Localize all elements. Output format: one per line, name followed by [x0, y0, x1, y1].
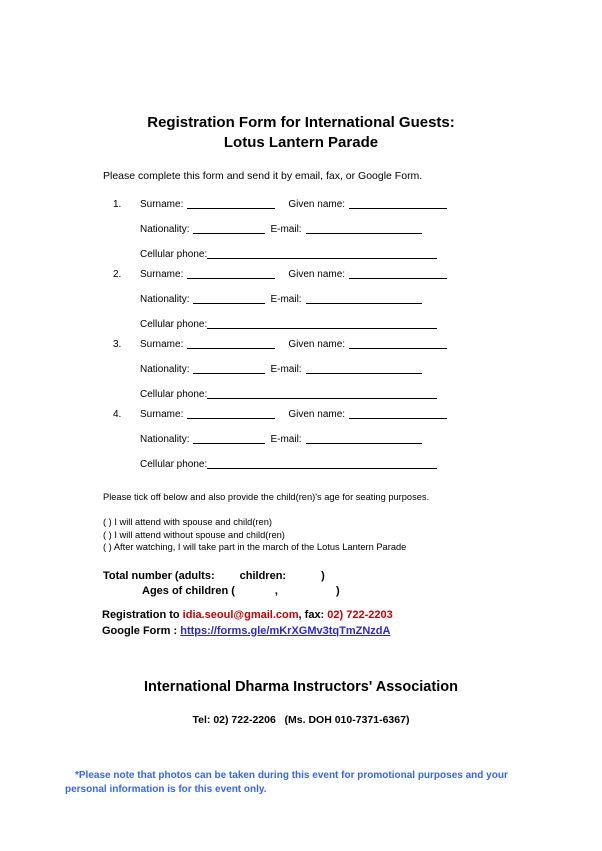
guest-entry-2 [113, 266, 447, 330]
ages-of-children-label: Ages of children ( [142, 584, 235, 597]
cellular-phone-label: Cellular phone: [140, 459, 208, 470]
form-title-line-2: Lotus Lantern Parade [223, 134, 379, 151]
guest-entry-1 [113, 196, 447, 260]
ages-comma: , [274, 584, 278, 597]
phone-row [113, 456, 447, 471]
checklist-section [103, 491, 429, 554]
footnote-text: *Please note that photos can be taken during this event for promotional purposes and your personal information is for this event only. [65, 770, 508, 795]
form-title-line-1: Registration Form for International Guests: [147, 114, 455, 131]
checklist-option-attend-without: ( ) I will attend without spouse and child(ren) [103, 529, 285, 540]
registration-section [102, 608, 393, 639]
phone-row [113, 386, 447, 401]
totals-line-1 [103, 569, 340, 584]
phone-row [113, 246, 447, 261]
email-label: E-mail: [270, 224, 302, 235]
nationality-row [113, 291, 447, 306]
surname-field-line [187, 266, 275, 279]
given-name-label: Given name: [288, 199, 346, 210]
entry-number: 4. [113, 409, 122, 420]
cellular-phone-label: Cellular phone: [140, 319, 208, 330]
name-row [113, 266, 447, 281]
google-form-line [102, 624, 393, 640]
organization-name: International Dharma Instructors' Association [144, 679, 458, 695]
surname-field-line [187, 336, 275, 349]
given-name-field-line [349, 266, 447, 279]
given-name-label: Given name: [288, 269, 346, 280]
cellular-phone-field-line [207, 456, 437, 469]
surname-label: Surname: [140, 409, 184, 420]
email-label: E-mail: [270, 364, 302, 375]
nationality-field-line [193, 431, 265, 444]
guest-entries [113, 196, 447, 476]
checklist-option-march: ( ) After watching, I will take part in the march of the Lotus Lantern Parade [103, 542, 407, 552]
nationality-label: Nationality: [140, 294, 190, 305]
nationality-label: Nationality: [140, 434, 190, 445]
email-label: E-mail: [270, 434, 302, 445]
google-form-label: Google Form : [102, 624, 181, 637]
nationality-label: Nationality: [140, 364, 190, 375]
contact-phone-line: Tel: 02) 722-2206 (Ms. DOH 010-7371-6367) [192, 714, 410, 726]
surname-label: Surname: [140, 269, 184, 280]
email-field-line [306, 431, 422, 444]
totals-line-2 [103, 584, 340, 599]
children-label: children: [239, 570, 287, 582]
registration-line [102, 608, 393, 624]
surname-field-line [187, 196, 275, 209]
nationality-field-line [193, 361, 265, 374]
entry-number: 3. [113, 339, 122, 350]
checklist-option-attend-with: ( ) I will attend with spouse and child(ren) [103, 517, 272, 527]
nationality-label: Nationality: [140, 224, 190, 235]
nationality-row [113, 431, 447, 446]
nationality-field-line [193, 291, 265, 304]
email-field-line [306, 221, 422, 234]
phone-row [113, 316, 447, 331]
surname-field-line [187, 406, 275, 419]
nationality-row [113, 221, 447, 236]
ages-close-paren: ) [335, 584, 340, 597]
registration-prefix: Registration to [102, 609, 183, 621]
cellular-phone-field-line [207, 316, 437, 329]
given-name-field-line [349, 406, 447, 419]
entry-number: 2. [113, 269, 122, 280]
fax-number: 02) 722-2203 [327, 609, 393, 621]
entry-number: 1. [113, 199, 122, 210]
cellular-phone-field-line [207, 246, 437, 259]
given-name-field-line [349, 336, 447, 349]
nationality-field-line [193, 221, 265, 234]
total-number-adults-label: Total number (adults: [103, 570, 215, 582]
totals-section [103, 569, 340, 598]
email-label: E-mail: [270, 294, 302, 305]
form-title [0, 113, 602, 153]
surname-label: Surname: [140, 199, 184, 210]
totals-close-paren: ) [321, 570, 325, 582]
email-field-line [306, 291, 422, 304]
google-form-link[interactable]: https://forms.gle/mKrXGMv3tqTmZNzdA [180, 624, 391, 637]
email-field-line [306, 361, 422, 374]
registration-email: idia.seoul@gmail.com [182, 609, 299, 621]
checklist-instruction: Please tick off below and also provide the child(ren)'s age for seating purposes. [103, 492, 430, 502]
cellular-phone-label: Cellular phone: [140, 389, 208, 400]
given-name-label: Given name: [288, 409, 346, 420]
cellular-phone-field-line [207, 386, 437, 399]
cellular-phone-label: Cellular phone: [140, 249, 208, 260]
surname-label: Surname: [140, 339, 184, 350]
given-name-label: Given name: [288, 339, 346, 350]
guest-entry-3 [113, 336, 447, 400]
fax-label: , fax: [298, 609, 328, 621]
checklist [103, 516, 429, 554]
guest-entry-4 [113, 406, 447, 470]
name-row [113, 336, 447, 351]
nationality-row [113, 361, 447, 376]
name-row [113, 196, 447, 211]
intro-text: Please complete this form and send it by email, fax, or Google Form. [103, 170, 423, 182]
given-name-field-line [349, 196, 447, 209]
name-row [113, 406, 447, 421]
